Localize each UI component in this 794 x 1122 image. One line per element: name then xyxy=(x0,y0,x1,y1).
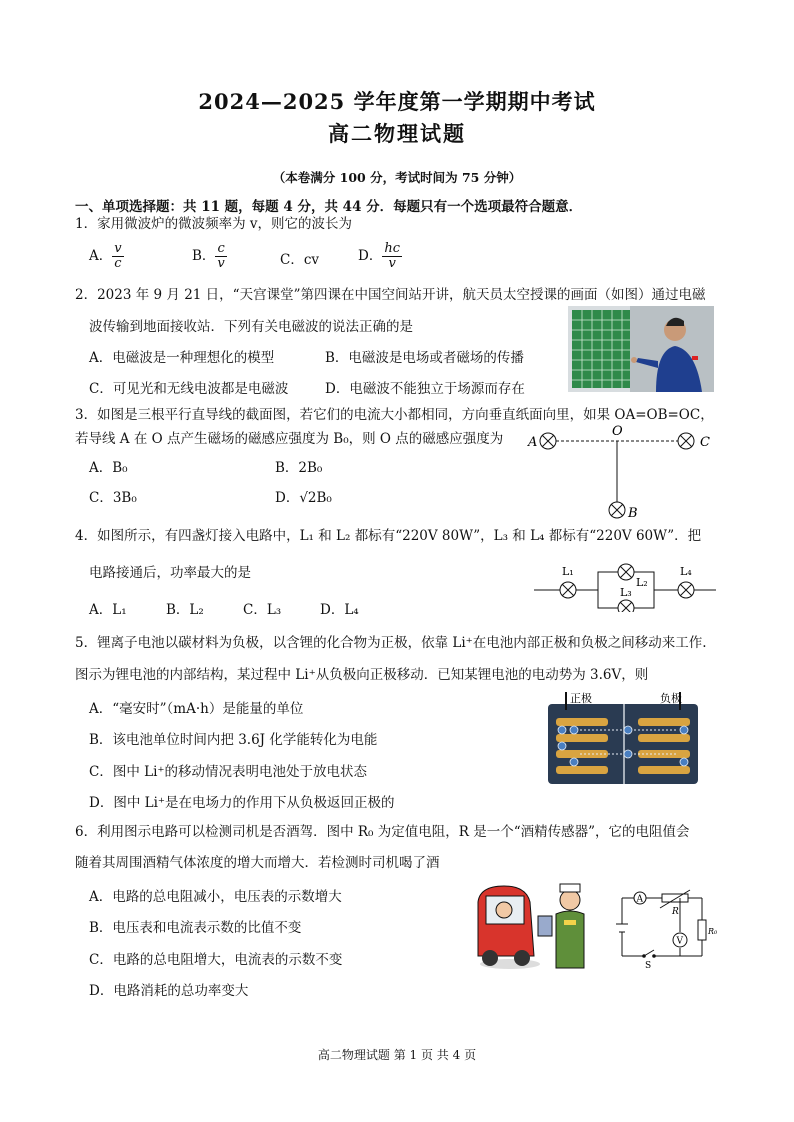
q6-option-b: B．电压表和电流表示数的比值不变 xyxy=(89,920,302,936)
lithium-battery-diagram xyxy=(548,690,698,784)
section-heading: 一、单项选择题：共 11 题，每题 4 分，共 44 分．每题只有一个选项最符合题意． xyxy=(75,199,583,215)
lamp-l4-label: L₄ xyxy=(680,565,692,578)
q6-option-d: D．电路消耗的总功率变大 xyxy=(89,983,249,999)
q6-stem-line1: 6．利用图示电路可以检测司机是否酒驾．图中 R₀ 为定值电阻，R 是一个“酒精传感器”，它的电阻值会 xyxy=(75,824,690,840)
q1-stem: 1．家用微波炉的微波频率为 v，则它的波长为 xyxy=(75,216,353,232)
q1-option-d: D． $\frac{hc}{v}$ xyxy=(358,241,400,271)
q5-option-b: B．该电池单位时间内把 3.6J 化学能转化为电能 xyxy=(89,732,378,748)
lamp-l3-label: L₃ xyxy=(620,586,632,599)
resistor-r0-label: R₀ xyxy=(708,927,718,936)
q5-option-a: A．“毫安时”（mA·h）是能量的单位 xyxy=(89,701,304,717)
q3-option-d: D．√2B₀ xyxy=(275,490,332,506)
exam-title: 2024—2025 学年度第一学期期中考试 xyxy=(198,89,596,114)
positive-electrode-label: 正极 xyxy=(570,692,592,705)
q2-stem-line2: 波传输到地面接收站．下列有关电磁波的说法正确的是 xyxy=(89,319,413,335)
q5-stem-line1: 5．锂离子电池以碳材料为负极，以含锂的化合物为正极，依靠 Li⁺在电池内部正极和负极之间移动来工作. xyxy=(75,635,707,651)
q2-option-c: C．可见光和无线电波都是电磁波 xyxy=(89,381,289,397)
q1-option-a: A． $\frac{v}{c}$ xyxy=(89,241,122,271)
q4-stem-line2: 电路接通后，功率最大的是 xyxy=(89,565,251,581)
breathalyzer-cartoon xyxy=(474,878,594,970)
wire-b-label: B xyxy=(628,506,638,521)
lamp-l1-label: L₁ xyxy=(562,565,574,578)
voltmeter-label: V xyxy=(676,936,683,947)
q3-option-a: A．B₀ xyxy=(89,460,128,476)
q2-stem-line1: 2．2023 年 9 月 21 日，“天宫课堂”第四课在中国空间站开讲，航天员太空授课的画面（如图）通过电磁 xyxy=(75,287,706,303)
q6-option-a: A．电路的总电阻减小，电压表的示数增大 xyxy=(89,889,342,905)
page-footer: 高二物理试题 第 1 页 共 4 页 xyxy=(317,1048,477,1062)
q4-option-d: D．L₄ xyxy=(320,602,359,618)
q5-option-d: D．图中 Li⁺是在电场力的作用下从负极返回正极的 xyxy=(89,795,395,811)
ammeter-label: A xyxy=(636,894,643,905)
q4-option-b: B．L₂ xyxy=(166,602,204,618)
q3-stem-line2: 若导线 A 在 O 点产生磁场的磁感应强度为 B₀，则 O 点的磁感应强度为 xyxy=(75,431,504,447)
q2-option-d: D．电磁波不能独立于场源而存在 xyxy=(325,381,525,397)
alcohol-detector-circuit xyxy=(614,880,718,970)
wire-a-label: A xyxy=(528,435,538,450)
q4-stem-line1: 4．如图所示，有四盏灯接入电路中，L₁ 和 L₂ 都标有“220V 80W”，L₃ 和 L₄ 都标有“220V 60W”．把 xyxy=(75,528,702,544)
q1-option-c: C．cv xyxy=(280,252,320,268)
q5-stem-line2: 图示为锂电池的内部结构，某过程中 Li⁺从负极向正极移动．已知某锂电池的电动势为 3.6V，则 xyxy=(75,667,649,683)
q5-option-c: C．图中 Li⁺的移动情况表明电池处于放电状态 xyxy=(89,764,368,780)
point-o-label: O xyxy=(612,424,623,439)
exam-note: （本卷满分 100 分，考试时间为 75 分钟） xyxy=(272,170,522,185)
exam-subject: 高二物理试题 xyxy=(328,121,466,146)
q4-option-c: C．L₃ xyxy=(243,602,282,618)
switch-s-label: S xyxy=(645,961,652,970)
q3-stem-line1: 3．如图是三根平行直导线的截面图，若它们的电流大小都相同，方向垂直纸面向里，如果 OA=OB=OC， xyxy=(75,407,714,423)
negative-electrode-label: 负极 xyxy=(660,692,682,705)
q1-option-b: B． $\frac{c}{v}$ xyxy=(192,241,225,271)
space-lecture-photo xyxy=(568,306,714,392)
q3-option-b: B．2B₀ xyxy=(275,460,323,476)
sensor-r-label: R xyxy=(672,907,679,917)
three-wires-diagram xyxy=(520,420,720,522)
lamp-l2-label: L₂ xyxy=(636,576,648,589)
lamp-circuit-diagram xyxy=(530,560,720,612)
q2-option-a: A．电磁波是一种理想化的模型 xyxy=(89,350,275,366)
q2-option-b: B．电磁波是电场或者磁场的传播 xyxy=(325,350,524,366)
wire-c-label: C xyxy=(700,435,710,450)
q6-stem-line2: 随着其周围酒精气体浓度的增大而增大．若检测时司机喝了酒 xyxy=(75,855,440,871)
q4-option-a: A．L₁ xyxy=(89,602,127,618)
q6-option-c: C．电路的总电阻增大，电流表的示数不变 xyxy=(89,952,343,968)
q3-option-c: C．3B₀ xyxy=(89,490,137,506)
